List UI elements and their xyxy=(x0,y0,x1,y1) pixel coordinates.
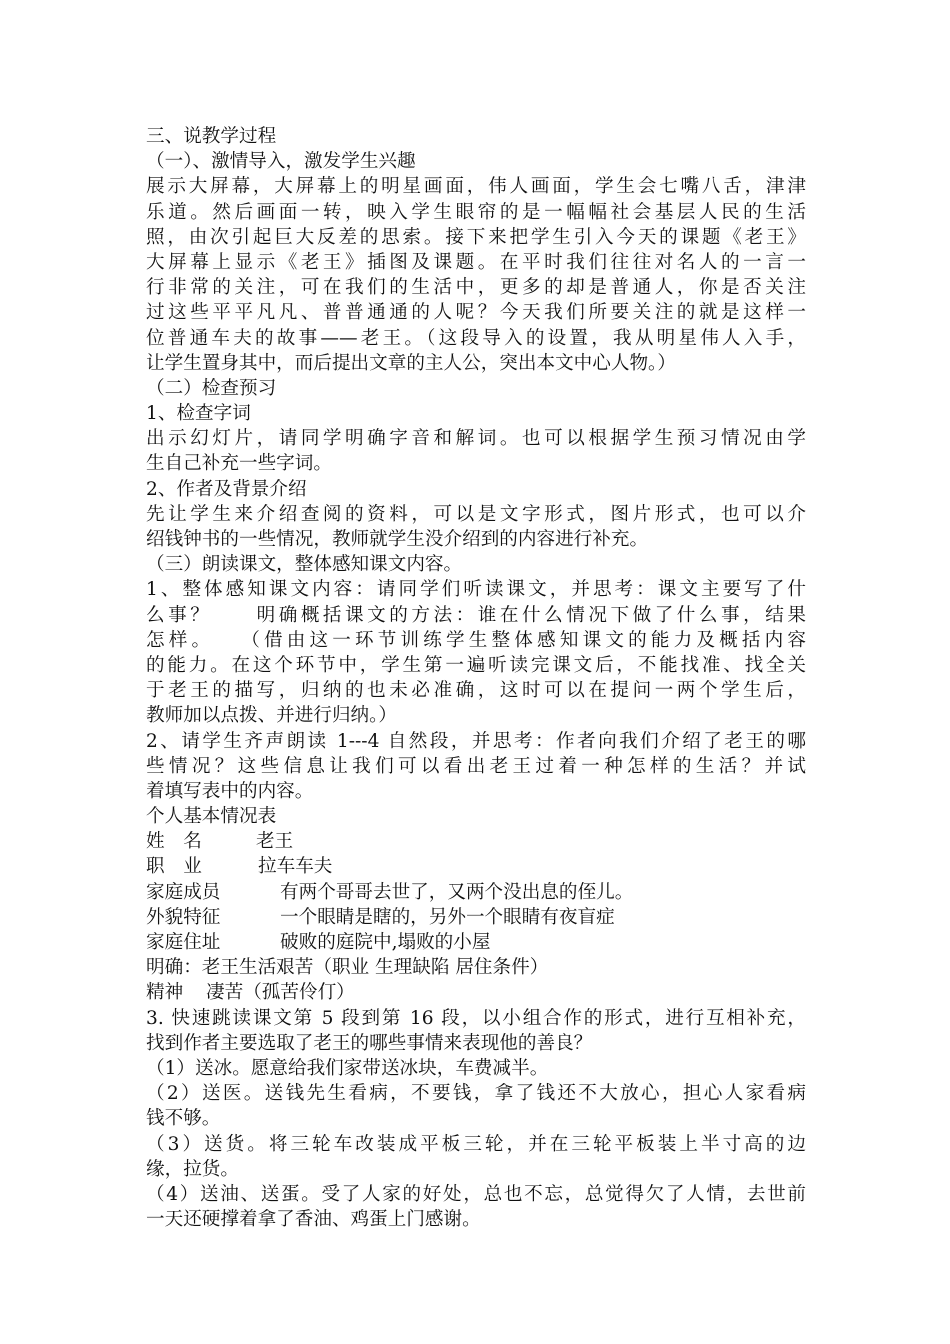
text-line: 一天还硬撑着拿了香油、鸡蛋上门感谢。 xyxy=(146,1209,481,1231)
text-line: 展示大屏幕，大屏幕上的明星画面，伟人画面，学生会七嘴八舌，津津 xyxy=(146,176,806,198)
text-line: 么事？ 明确概括课文的方法：谁在什么情况下做了什么事，结果 xyxy=(146,604,806,626)
item-title: 1、检查字词 xyxy=(146,403,251,425)
row-label: 精神 xyxy=(146,982,184,1004)
section-title: 三、说教学过程 xyxy=(146,126,277,147)
document-page xyxy=(146,124,816,1232)
text-line: 些情况？这些信息让我们可以看出老王过着一种怎样的生活？并试 xyxy=(146,755,806,777)
row-label: 外貌特征 xyxy=(146,906,221,928)
list-item xyxy=(146,1132,816,1182)
table-row xyxy=(146,829,816,854)
text-line: 大屏幕上显示《老王》插图及课题。在平时我们往往对名人的一言一 xyxy=(146,251,806,273)
text-line: 2、请学生齐声朗读 1---4 自然段，并思考：作者向我们介绍了老王的哪 xyxy=(146,730,806,752)
subsection-title: （三）朗读课文，整体感知课文内容。 xyxy=(146,554,463,576)
item-title: 2、作者及背景介绍 xyxy=(146,478,307,500)
text-line: 乐道。然后画面一转，映入学生眼帘的是一幅幅社会基层人民的生活 xyxy=(146,201,806,223)
paragraph-words xyxy=(146,426,816,476)
text-line: 过这些平平凡凡、普普通通的人呢？今天我们所要关注的就是这样一 xyxy=(146,302,806,324)
text-line: 生自己补充一些字词。 xyxy=(146,453,332,475)
text-line: 怎样。 （借由这一环节训练学生整体感知课文的能力及概括内容 xyxy=(146,629,806,651)
list-item xyxy=(146,1182,816,1232)
table-row xyxy=(146,854,816,879)
text-line: 教师加以点拨、并进行归纳。） xyxy=(146,705,398,727)
table-row xyxy=(146,880,816,905)
table-title: 个人基本情况表 xyxy=(146,806,277,828)
text-line: 让学生置身其中，而后提出文章的主人公，突出本文中心人物。） xyxy=(146,352,676,374)
table-row xyxy=(146,905,816,930)
text-line: 的能力。在这个环节中，学生第一遍听读完课文后，不能找准、找全关 xyxy=(146,654,806,676)
paragraph-overview xyxy=(146,577,816,728)
list-item xyxy=(146,1056,816,1081)
spirit-line xyxy=(146,980,816,1005)
row-label: 家庭住址 xyxy=(146,932,221,953)
table-row xyxy=(146,930,816,955)
row-value: 凄苦（孤苦伶仃） xyxy=(206,982,355,1004)
subsection-title: （二）检查预习 xyxy=(146,377,277,399)
row-value: 拉车车夫 xyxy=(258,856,333,878)
text-line: 1、整体感知课文内容：请同学们听读课文，并思考：课文主要写了什 xyxy=(146,579,806,601)
row-label: 职 业 xyxy=(146,856,202,878)
text-line: 缘，拉货。 xyxy=(146,1158,239,1180)
info-table xyxy=(146,829,816,955)
list-item xyxy=(146,1081,816,1131)
text-line: 行非常的关注，可在我们的生活中，更多的却是普通人，你是否关注 xyxy=(146,277,806,299)
text-line: 3. 快速跳读课文第 5 段到第 16 段，以小组合作的形式，进行互相补充， xyxy=(146,1007,806,1029)
row-label: 姓 名 xyxy=(146,831,202,853)
text-line: （3）送货。将三轮车改装成平板三轮，并在三轮平板装上半寸高的边 xyxy=(146,1133,806,1155)
clarify-line: 明确：老王生活艰苦（职业 生理缺陷 居住条件） xyxy=(146,957,549,979)
text-line: 位普通车夫的故事——老王。（这段导入的设置，我从明星伟人入手， xyxy=(146,327,806,349)
paragraph-reading xyxy=(146,729,816,805)
paragraph-skim xyxy=(146,1006,816,1056)
row-value: 破败的庭院中,塌败的小屋 xyxy=(280,932,491,953)
text-line: 先让学生来介绍查阅的资料，可以是文字形式，图片形式，也可以介 xyxy=(146,503,806,525)
text-line: （1）送冰。愿意给我们家带送冰块，车费减半。 xyxy=(146,1057,549,1079)
subsection-title: （一）、激情导入，激发学生兴趣 xyxy=(146,151,416,173)
text-line: 照，由次引起巨大反差的思索。接下来把学生引入今天的课题《老王》 xyxy=(146,226,806,248)
text-line: 着填写表中的内容。 xyxy=(146,780,314,802)
text-line: 出示幻灯片，请同学明确字音和解词。也可以根据学生预习情况由学 xyxy=(146,428,806,450)
row-value: 一个眼睛是瞎的，另外一个眼睛有夜盲症 xyxy=(280,906,615,928)
text-line: 绍钱钟书的一些情况，教师就学生没介绍到的内容进行补充。 xyxy=(146,529,649,550)
text-line: 于老王的描写，归纳的也未必准确，这时可以在提问一两个学生后， xyxy=(146,680,806,702)
row-label: 家庭成员 xyxy=(146,881,221,903)
paragraph-intro xyxy=(146,174,816,376)
text-line: （2）送医。送钱先生看病，不要钱，拿了钱还不大放心，担心人家看病 xyxy=(146,1083,806,1105)
paragraph-author xyxy=(146,502,816,552)
row-value: 有两个哥哥去世了，又两个没出息的侄儿。 xyxy=(280,881,634,903)
text-line: 找到作者主要选取了老王的哪些事情来表现他的善良？ xyxy=(146,1032,593,1054)
row-value: 老王 xyxy=(256,831,294,853)
text-line: （4）送油、送蛋。受了人家的好处，总也不忘，总觉得欠了人情，去世前 xyxy=(146,1183,806,1205)
text-line: 钱不够。 xyxy=(146,1108,221,1130)
